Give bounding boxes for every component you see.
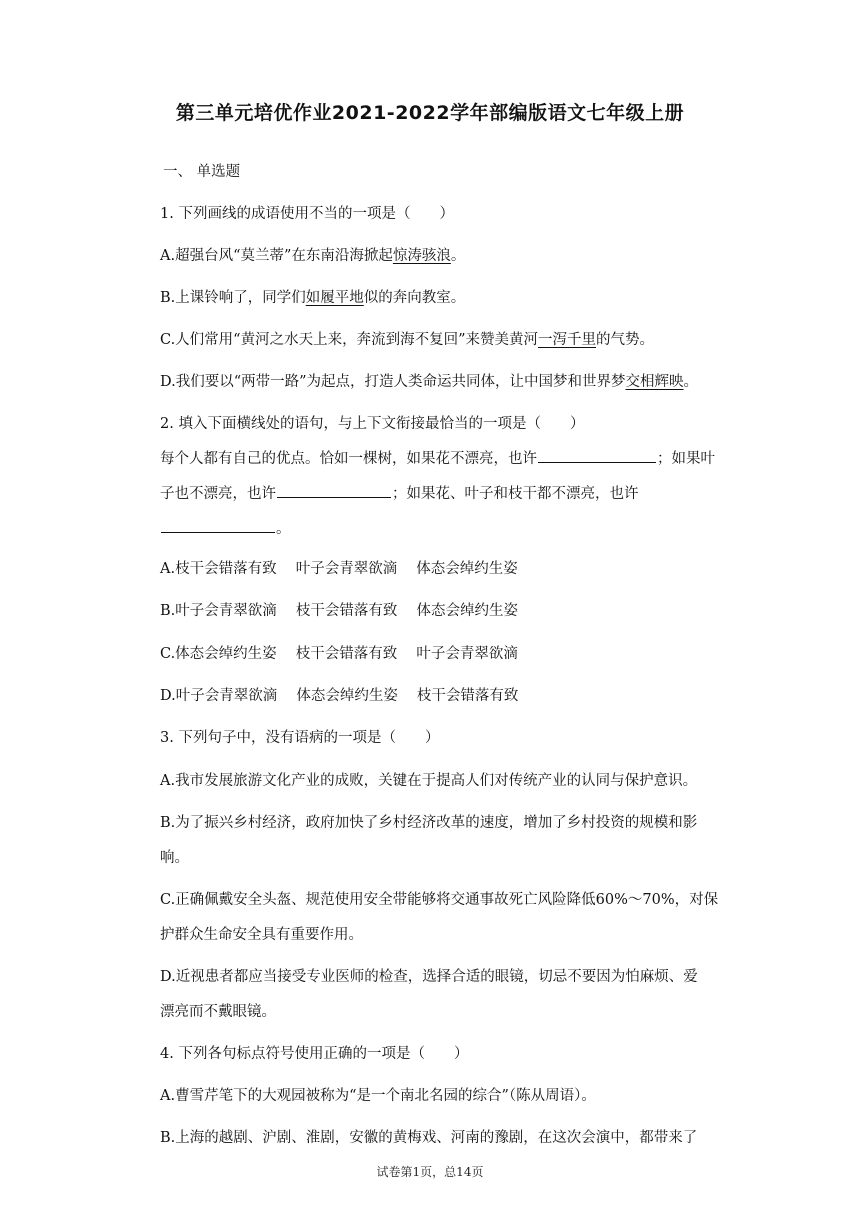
- question-4-option-a: A.曹雪芹笔下的大观园被称为“是一个南北名园的综合”（陈从周语）。: [160, 1088, 596, 1104]
- question-2-passage-line-3: 。: [160, 517, 291, 538]
- question-3-option-c-line-1: C.正确佩戴安全头盔、规范使用安全带能够将交通事故死亡风险降低60%～70%，对保: [160, 892, 719, 908]
- question-1-option-d: D.我们要以“两带一路”为起点，打造人类命运共同体，让中国梦和世界梦交相辉映。: [160, 374, 699, 390]
- question-3-option-c-line-2: 护群众生命安全具有重要作用。: [160, 927, 363, 943]
- question-3-option-b-line-2: 响。: [160, 850, 189, 866]
- underlined-idiom: 惊涛骇浪: [392, 248, 451, 264]
- question-3-option-a: A.我市发展旅游文化产业的成败，关键在于提高人们对传统产业的认同与保护意识。: [160, 773, 698, 789]
- underlined-idiom: 一泻千里: [538, 332, 597, 348]
- question-2-stem: 2. 填入下面横线处的语句，与上下文衔接最恰当的一项是（ ）: [160, 416, 585, 432]
- question-2-option-a: A.枝干会错落有致 叶子会青翠欲滴 体态会绰约生姿: [160, 561, 518, 577]
- section-heading: 一、 单选题: [163, 164, 241, 180]
- question-1-option-c: C.人们常用“黄河之水天上来，奔流到海不复回”来赞美黄河一泻千里的气势。: [160, 332, 655, 348]
- question-1-option-b: B.上课铃响了，同学们如履平地似的奔向教室。: [160, 290, 466, 306]
- question-2-option-d: D.叶子会青翠欲滴 体态会绰约生姿 枝干会错落有致: [160, 688, 519, 704]
- question-3-stem: 3. 下列句子中，没有语病的一项是（ ）: [160, 730, 440, 746]
- question-3-option-d-line-2: 漂亮而不戴眼镜。: [160, 1004, 276, 1020]
- question-4-stem: 4. 下列各句标点符号使用正确的一项是（ ）: [160, 1046, 469, 1062]
- underlined-idiom: 如履平地: [305, 290, 364, 306]
- question-1-option-a: A.超强台风“莫兰蒂”在东南沿海掀起惊涛骇浪。: [160, 248, 466, 264]
- question-2-passage-line-2: 子也不漂亮，也许 ；如果花、叶子和枝干都不漂亮，也许: [160, 482, 639, 503]
- question-4-option-b: B.上海的越剧、沪剧、淮剧，安徽的黄梅戏、河南的豫剧，在这次会演中，都带来了: [160, 1130, 698, 1146]
- page-footer: 试卷第1页，总14页: [376, 1165, 484, 1179]
- question-2-option-c: C.体态会绰约生姿 枝干会错落有致 叶子会青翠欲滴: [160, 646, 518, 662]
- question-2-passage-line-1: 每个人都有自己的优点。恰如一棵树，如果花不漂亮，也许 ；如果叶: [160, 447, 715, 468]
- fill-blank: [161, 518, 275, 533]
- document-title: 第三单元培优作业2021-2022学年部编版语文七年级上册: [175, 102, 685, 124]
- question-3-option-d-line-1: D.近视患者都应当接受专业医师的检查，选择合适的眼镜，切忌不要因为怕麻烦、爱: [160, 969, 698, 985]
- fill-blank: [277, 483, 391, 498]
- question-1-stem: 1. 下列画线的成语使用不当的一项是（ ）: [160, 206, 454, 222]
- question-2-option-b: B.叶子会青翠欲滴 枝干会错落有致 体态会绰约生姿: [160, 603, 518, 619]
- underlined-idiom: 交相辉映: [625, 374, 684, 390]
- question-3-option-b-line-1: B.为了振兴乡村经济，政府加快了乡村经济改革的速度，增加了乡村投资的规模和影: [160, 815, 698, 831]
- fill-blank: [538, 448, 656, 463]
